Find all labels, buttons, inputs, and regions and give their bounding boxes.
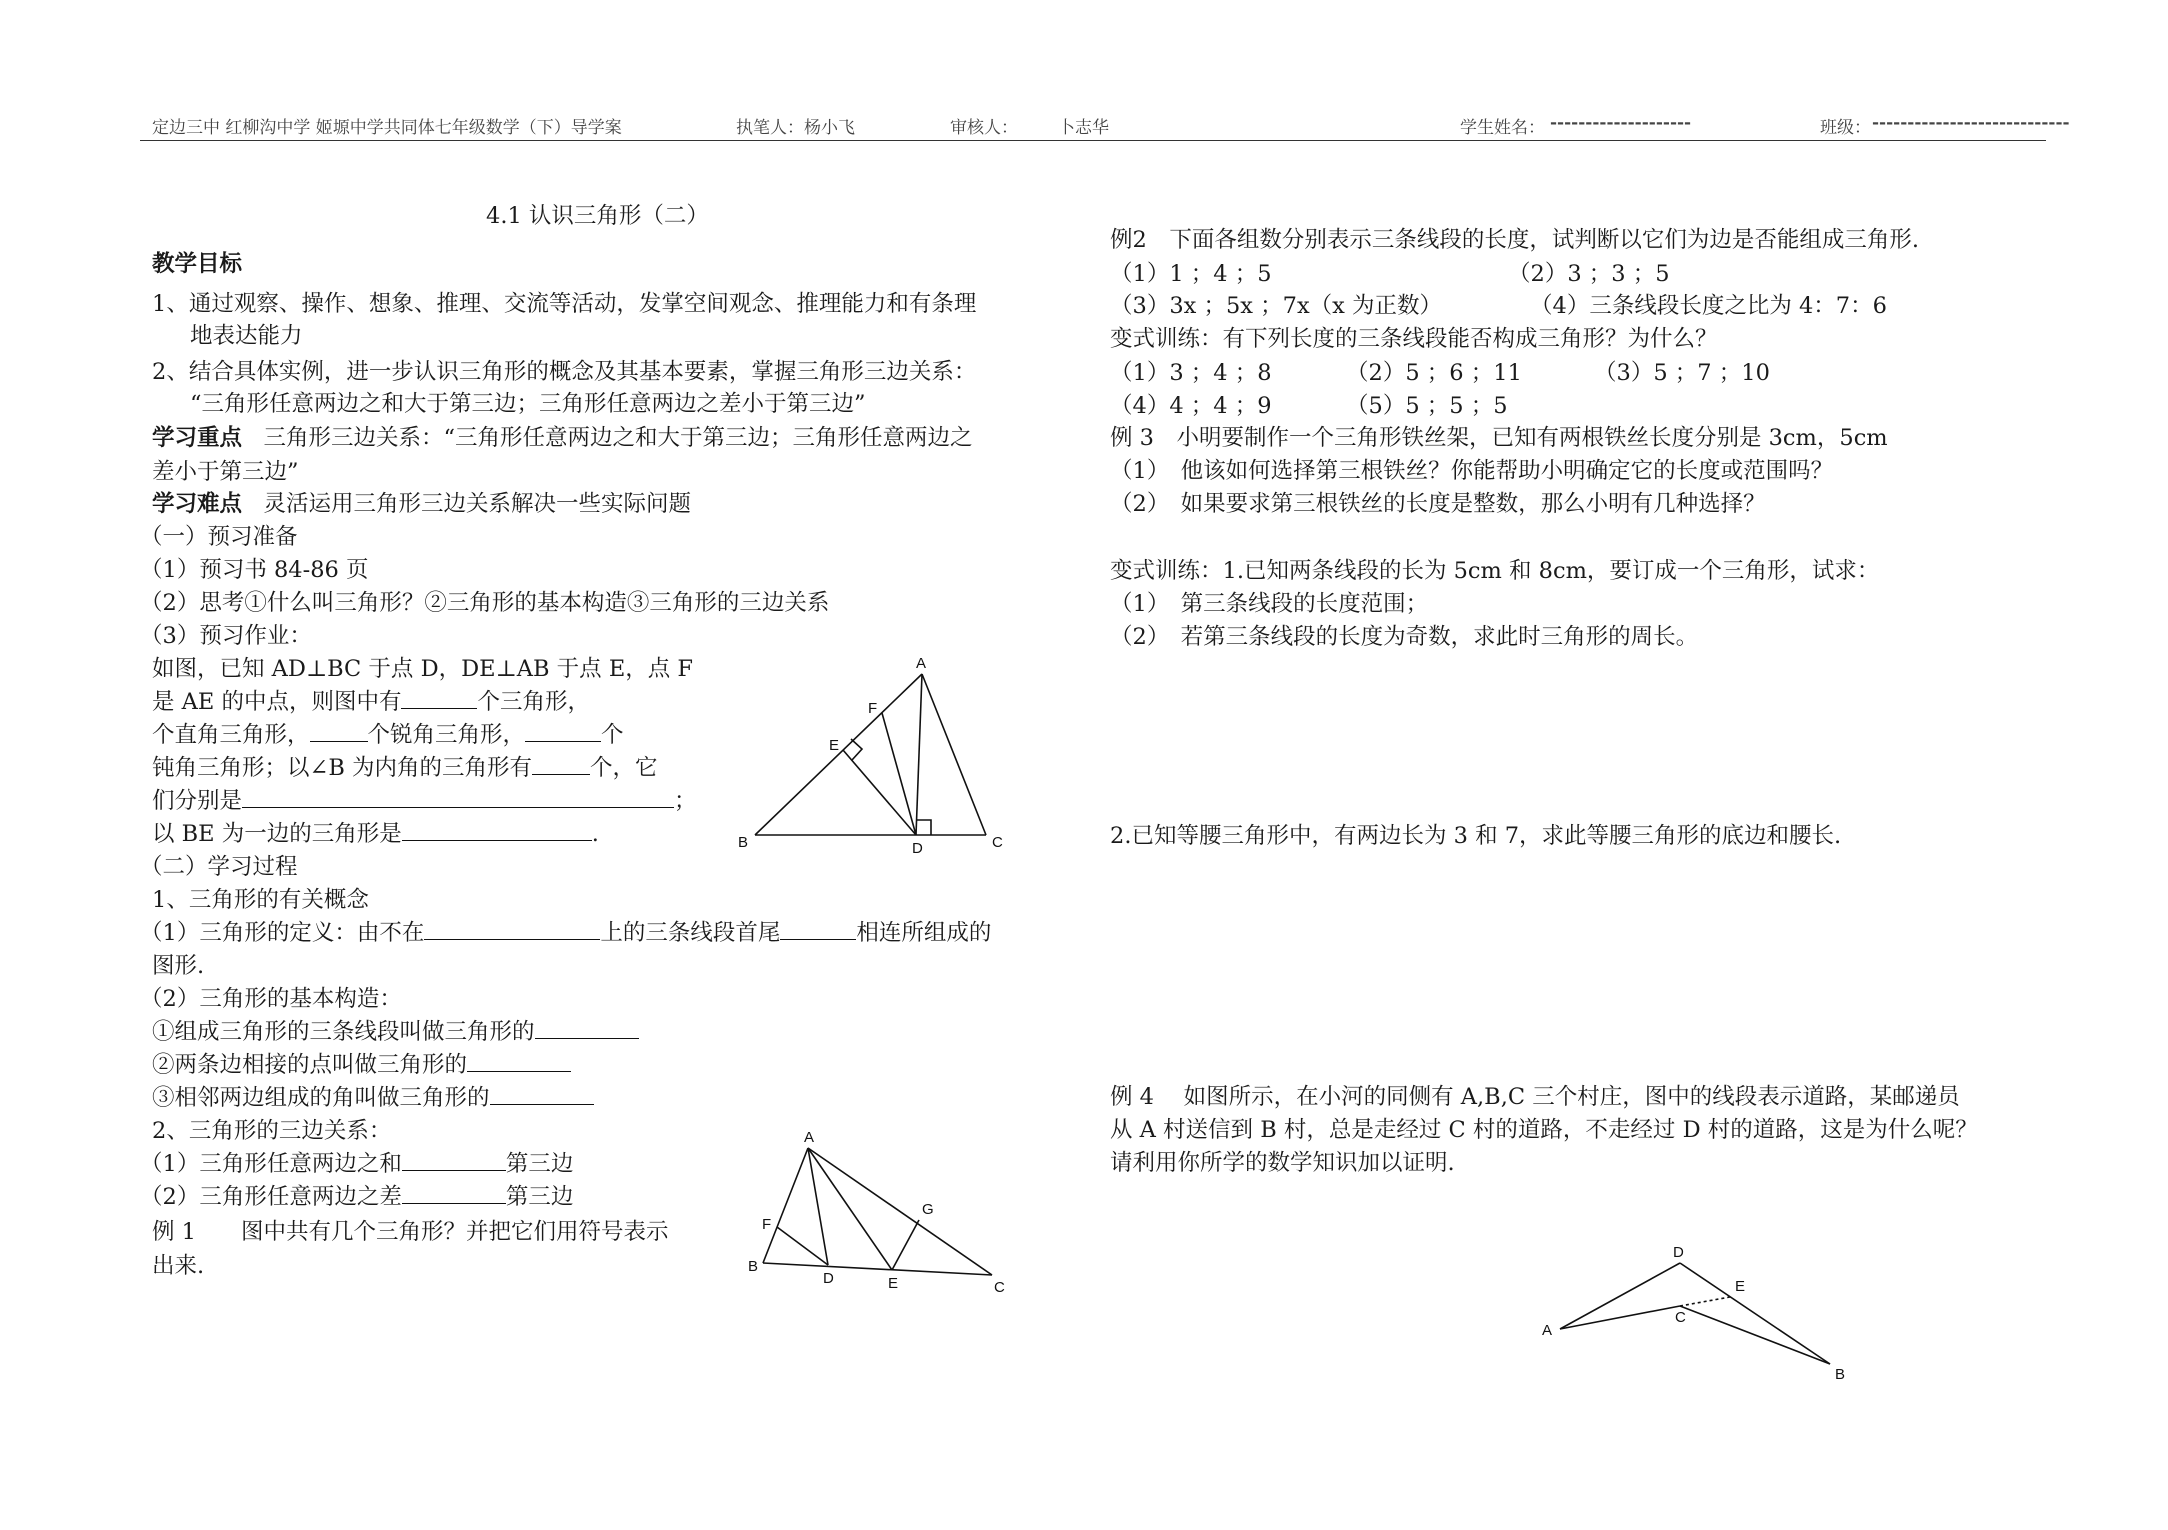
answer-blank[interactable] [402,1181,506,1204]
hw-text: 个 [601,722,624,748]
hw-text: 个直角三角形， [152,722,310,748]
road-ac [1560,1306,1680,1329]
prep-3: （3）预习作业： [140,623,312,649]
rel-text: （1）三角形任意两边之和 [140,1151,402,1177]
hw-text: 们分别是 [152,788,243,814]
label-a: A [1542,1322,1553,1339]
hw-line-6 [152,818,599,850]
side-bc [763,1263,992,1275]
answer-blank[interactable] [780,917,856,940]
label-c: C [994,1279,1005,1296]
label-a: A [916,655,927,672]
label-c: C [992,834,1003,851]
example-2-4: （4）三条线段长度之比为 4：7：6 [1530,293,1887,319]
process-heading: （二）学习过程 [140,854,298,880]
answer-blank[interactable] [490,1082,594,1105]
variant-1-4: （4）4 ；4 ；9 [1110,393,1272,419]
relation-heading: 2、三角形的三边关系： [152,1118,392,1144]
rel-text: 第三边 [505,1184,574,1210]
answer-blank[interactable] [532,752,590,775]
hw-line-2 [152,686,590,718]
label-d: D [823,1270,834,1287]
key-text-b: 差小于第三边” [152,459,299,485]
example-2-3: （3）3x ；5x ；7x（x 为正数） [1110,293,1442,319]
variant-1-3: （3）5 ；7 ；10 [1594,360,1770,386]
answer-blank[interactable] [535,1016,639,1039]
example-4c: 请利用你所学的数学知识加以证明. [1110,1150,1455,1176]
hw-text: 个锐角三角形， [367,722,526,748]
label-b: B [748,1258,759,1275]
example-2-1: （1）1 ；4 ；5 [1110,261,1272,287]
diff-label: 学习难点 [152,491,243,517]
hw-line-3 [152,719,624,751]
struct-text: ②两条边相接的点叫做三角形的 [152,1052,468,1078]
answer-blank[interactable] [310,719,368,742]
hw-text: 个三角形， [477,689,590,715]
definition-line [140,917,991,949]
segment-ge [892,1220,919,1270]
example-4b: 从 A 村送信到 B 村，总是走经过 C 村的道路，不走经过 D 村的道路，这是为什么呢？ [1110,1117,1978,1143]
figure-triangle-count [740,1130,1020,1310]
header-rule [140,140,2046,141]
label-a: A [804,1129,815,1146]
example-2-2: （2）3 ；3 ；5 [1508,261,1670,287]
goal-1b: 地表达能力 [190,323,303,349]
answer-blank[interactable] [402,818,592,841]
answer-blank[interactable] [525,719,601,742]
rel-text: 第三边 [505,1151,574,1177]
answer-blank[interactable] [401,686,477,709]
prep-heading: （一）预习准备 [140,524,298,550]
segment-fd [777,1227,828,1265]
right-angle-d [916,820,931,835]
figure-villages [1530,1240,1860,1400]
goal-2a: 2、结合具体实例，进一步认识三角形的概念及其基本要素，掌握三角形三边关系： [152,359,977,385]
key-label: 学习重点 [152,425,243,451]
variant-1-1: （1）3 ；4 ；8 [1110,360,1272,386]
example-3: 例 3 小明要制作一个三角形铁丝架，已知有两根铁丝长度分别是 3cm，5cm [1110,425,1888,451]
road-ad [1560,1263,1680,1329]
header-author: 执笔人：杨小飞 [736,118,855,138]
label-e: E [888,1275,899,1292]
hw-text: ； [674,788,697,814]
right-angle-e [851,739,862,760]
example-3-1: （1） 他该如何选择第三根铁丝？你能帮助小明确定它的长度或范围吗？ [1110,458,1834,484]
label-g: G [922,1201,934,1218]
side-ba [755,674,922,835]
label-d: D [1673,1244,1684,1261]
road-db [1680,1263,1830,1364]
segment-ae [808,1148,892,1270]
prep-2: （2）思考①什么叫三角形？②三角形的基本构造③三角形的三边关系 [140,590,830,616]
side-ac [922,674,986,835]
label-e: E [1735,1278,1746,1295]
rel-text: （2）三角形任意两边之差 [140,1184,402,1210]
header-student-dashes: -------------------- [1550,113,1692,133]
dashed-ce [1680,1297,1730,1306]
example-1b: 出来. [152,1253,205,1279]
label-f: F [762,1216,772,1233]
variant-2-1: （1） 第三条线段的长度范围； [1110,591,1429,617]
variant-1-5: （5）5 ；5 ；5 [1346,393,1508,419]
segment-de [843,750,916,835]
variant-1-2: （2）5 ；6 ；11 [1346,360,1522,386]
hw-text: 是 AE 的中点，则图中有 [152,689,402,715]
example-4a: 例 4 如图所示，在小河的同侧有 A,B,C 三个村庄，图中的线段表示道路，某邮递员 [1110,1084,1960,1110]
hw-line-1: 如图，已知 AD⊥BC 于点 D，DE⊥AB 于点 E，点 F [152,656,694,682]
label-c: C [1675,1309,1686,1326]
answer-blank[interactable] [242,785,674,808]
structure-heading: （2）三角形的基本构造： [140,986,402,1012]
label-b: B [738,834,749,851]
variant-2: 变式训练：1.已知两条线段的长为 5cm 和 8cm，要订成一个三角形，试求： [1110,558,1880,584]
figure-triangle-altitude [730,650,1030,870]
answer-blank[interactable] [467,1049,571,1072]
definition-line-b: 图形. [152,953,205,979]
variant-2-2: （2） 若第三条线段的长度为奇数，求此时三角形的周长。 [1110,624,1699,650]
struct-text: ①组成三角形的三条线段叫做三角形的 [152,1019,535,1045]
page-title: 4.1 认识三角形（二） [486,203,709,229]
header-reviewer: 卜志华 [1058,118,1109,138]
def-text: （1）三角形的定义：由不在 [140,920,425,946]
def-text: 相连所组成的 [856,920,992,946]
structure-2 [152,1049,571,1081]
concept-heading: 1、三角形的有关概念 [152,887,369,913]
struct-text: ③相邻两边组成的角叫做三角形的 [152,1085,490,1111]
label-b: B [1835,1366,1846,1383]
road-cb [1680,1306,1830,1364]
structure-1 [152,1016,639,1048]
goal-1a: 1、通过观察、操作、想象、推理、交流等活动，发掌空间观念、推理能力和有条理 [152,291,977,317]
header-school: 定边三中 红柳沟中学 姬塬中学共同体七年级数学（下）导学案 [152,118,622,138]
header-student-label: 学生姓名： [1460,118,1545,138]
question-2: 2.已知等腰三角形中，有两边长为 3 和 7，求此等腰三角形的底边和腰长. [1110,823,1842,849]
header-reviewer-label: 审核人： [950,118,1018,138]
key-point [152,422,973,454]
variant-1: 变式训练：有下列长度的三条线段能否构成三角形？为什么？ [1110,326,1718,352]
structure-3 [152,1082,594,1114]
hw-text: . [591,821,599,847]
altitude-ad [916,674,922,835]
hw-line-4 [152,752,658,784]
diff-text: 灵活运用三角形三边关系解决一些实际问题 [263,491,691,517]
label-d: D [912,840,923,857]
def-text: 上的三条线段首尾 [600,920,781,946]
header-class-label: 班级： [1820,118,1871,138]
hw-text: 钝角三角形；以∠B 为内角的三角形有 [152,755,533,781]
difficulty [152,488,691,520]
prep-1: （1）预习书 84-86 页 [140,557,369,583]
relation-2 [140,1181,573,1213]
hw-text: 以 BE 为一边的三角形是 [152,821,402,847]
header-class-dashes: ---------------------------- [1872,113,2070,133]
segment-df [882,713,916,835]
hw-line-5 [152,785,697,817]
key-text: 三角形三边关系：“三角形任意两边之和大于第三边；三角形任意两边之 [263,425,973,451]
segment-ad [808,1148,828,1265]
hw-text: 个，它 [590,755,658,781]
goals-heading: 教学目标 [152,251,243,277]
example-3-2: （2） 如果要求第三根铁丝的长度是整数，那么小明有几种选择？ [1110,491,1766,517]
answer-blank[interactable] [424,917,600,940]
label-e: E [829,737,840,754]
example-2: 例2 下面各组数分别表示三条线段的长度，试判断以它们为边是否能组成三角形. [1110,227,1919,253]
goal-2b: “三角形任意两边之和大于第三边；三角形任意两边之差小于第三边” [190,391,866,417]
example-1a: 例 1 图中共有几个三角形？并把它们用符号表示 [152,1219,669,1245]
answer-blank[interactable] [402,1148,506,1171]
label-f: F [868,700,878,717]
relation-1 [140,1148,573,1180]
